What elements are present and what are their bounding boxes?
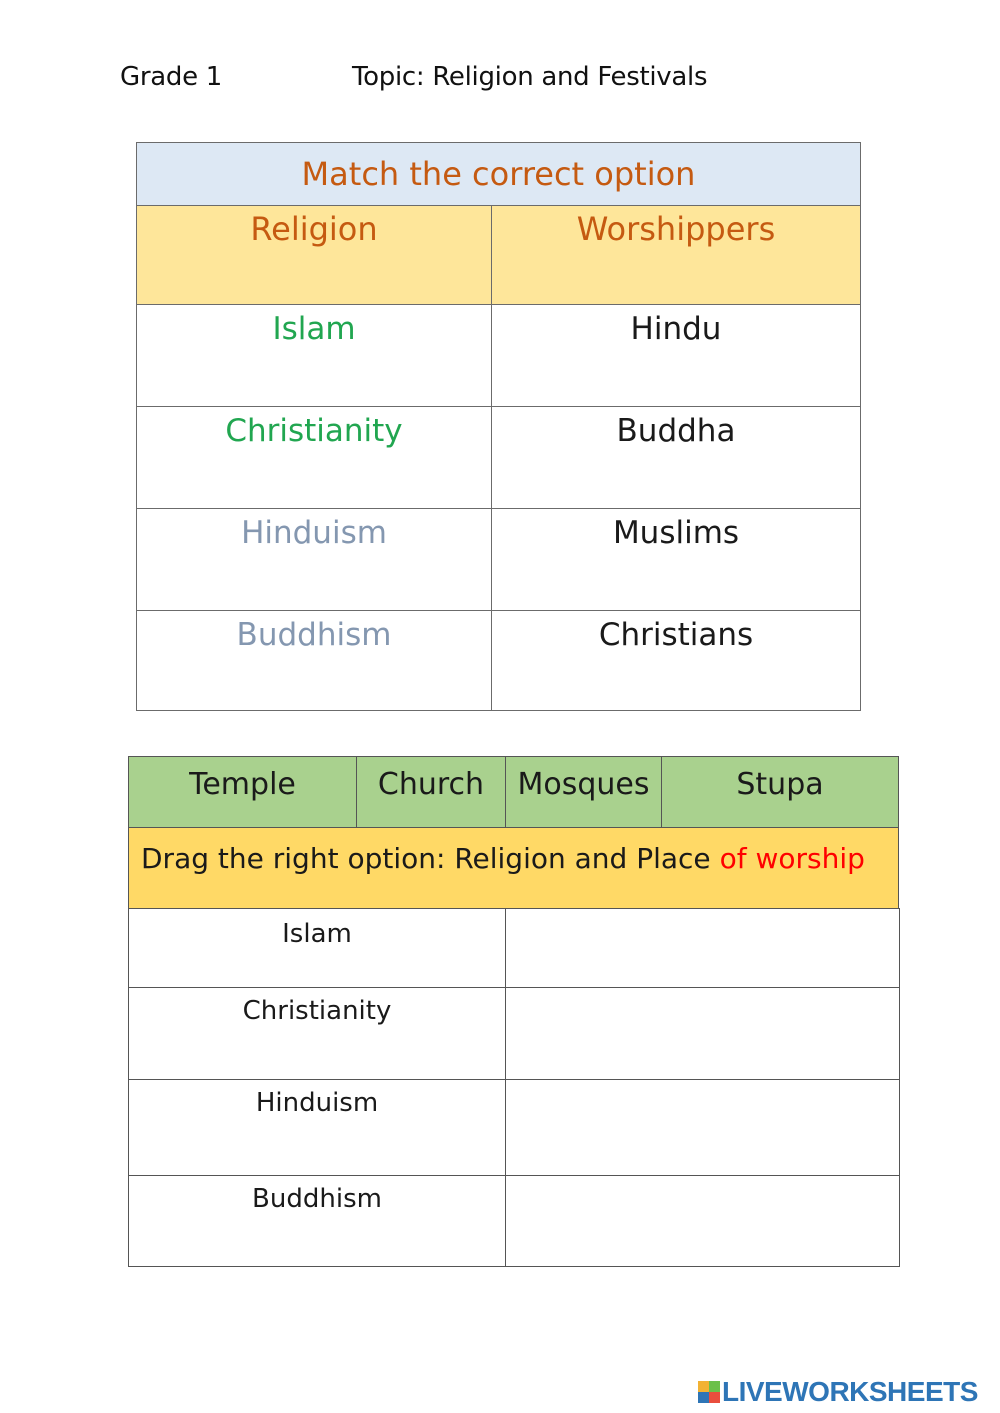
liveworksheets-wordmark: LIVEWORKSHEETS — [722, 1376, 978, 1407]
drag-option-church[interactable]: Church — [357, 757, 506, 827]
drop-zone[interactable] — [506, 1080, 900, 1176]
grade-label: Grade 1 — [120, 62, 222, 92]
worshippers-cell[interactable]: Christians — [492, 611, 861, 711]
liveworksheets-mark-icon — [698, 1381, 720, 1403]
religion-label: Islam — [129, 909, 506, 988]
religion-cell[interactable]: Islam — [137, 305, 492, 407]
drop-zone[interactable] — [506, 1176, 900, 1267]
drag-option-temple[interactable]: Temple — [129, 757, 357, 827]
religion-column-header: Religion — [137, 206, 492, 305]
religion-label: Hinduism — [129, 1080, 506, 1176]
worshippers-cell[interactable]: Buddha — [492, 407, 861, 509]
religion-label: Buddhism — [129, 1176, 506, 1267]
drop-zone[interactable] — [506, 988, 900, 1080]
drag-instruction — [128, 828, 899, 908]
drag-options-bar — [128, 756, 899, 828]
topic-label: Topic: Religion and Festivals — [352, 62, 708, 92]
match-table — [136, 142, 861, 711]
instruction-highlight: of worship — [719, 842, 865, 875]
religion-cell[interactable]: Christianity — [137, 407, 492, 509]
drag-target-table — [128, 908, 900, 1267]
worshippers-cell[interactable]: Muslims — [492, 509, 861, 611]
drag-option-stupa[interactable]: Stupa — [736, 767, 824, 802]
match-table-title: Match the correct option — [137, 143, 861, 206]
religion-cell[interactable]: Buddhism — [137, 611, 492, 711]
drag-option-mosques[interactable]: Mosques — [506, 757, 662, 827]
drop-zone[interactable] — [506, 909, 900, 988]
worshippers-cell[interactable]: Hindu — [492, 305, 861, 407]
religion-label: Christianity — [129, 988, 506, 1080]
instruction-text: Drag the right option: Religion and Place — [141, 842, 720, 875]
religion-cell[interactable]: Hinduism — [137, 509, 492, 611]
liveworksheets-logo — [698, 1377, 978, 1407]
worshippers-column-header: Worshippers — [492, 206, 861, 305]
